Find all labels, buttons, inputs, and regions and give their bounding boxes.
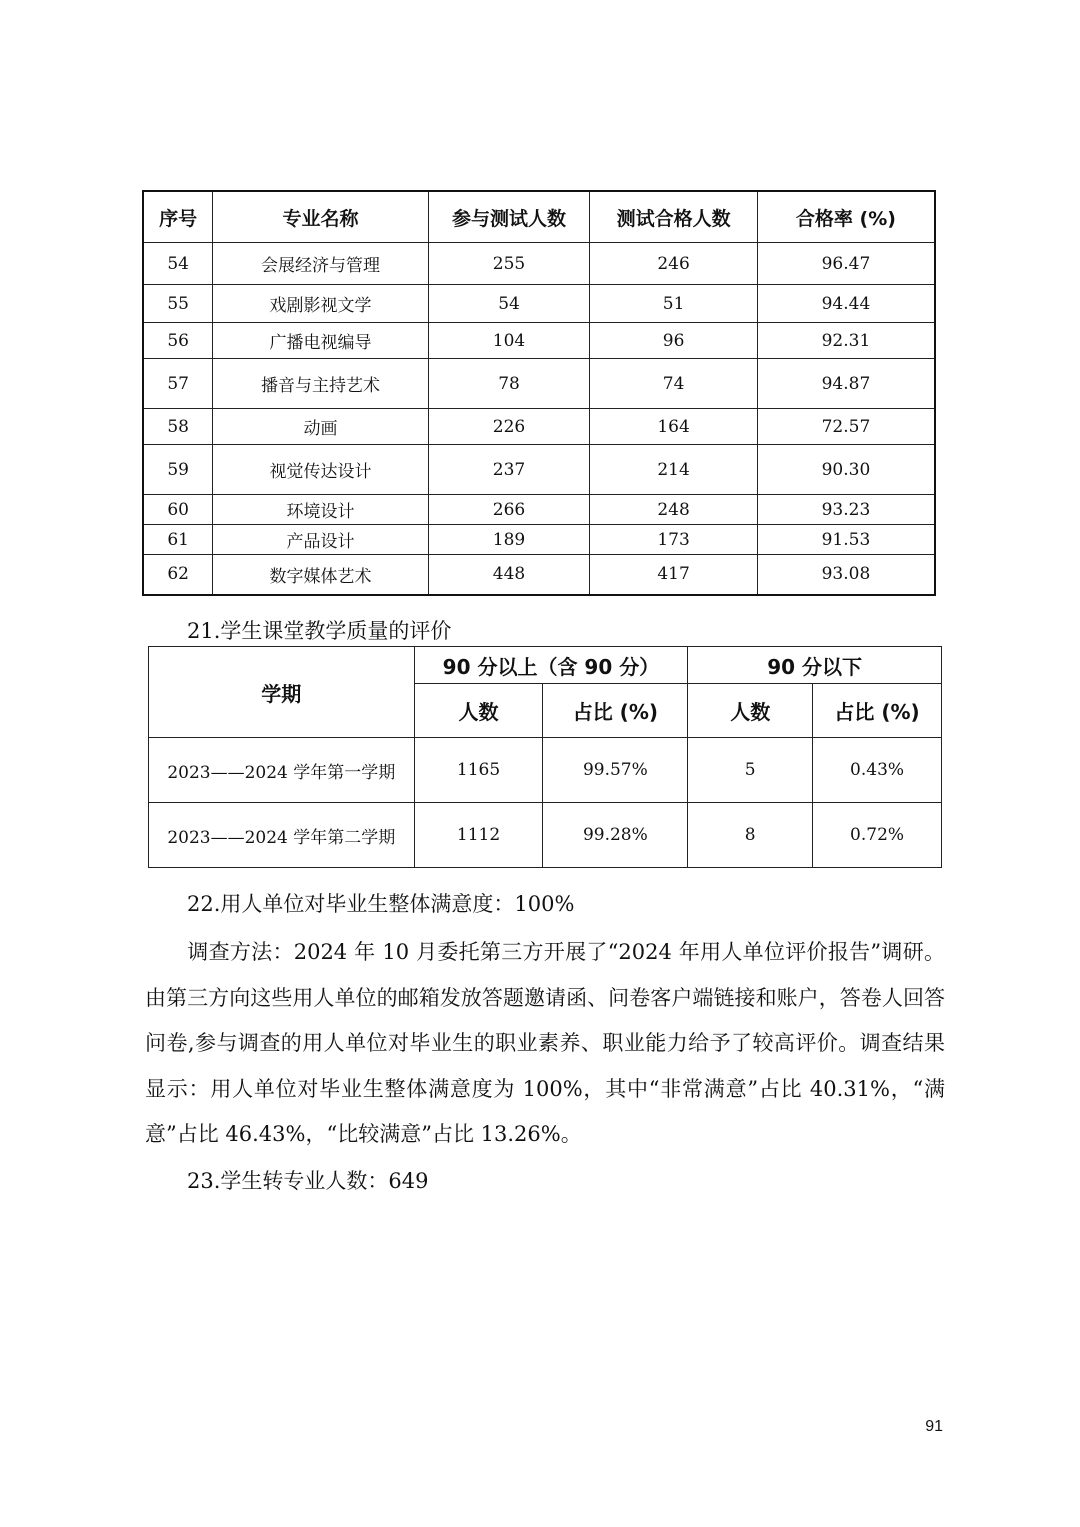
cell-major-name: 环境设计 <box>213 495 428 525</box>
cell-ratio-above: 99.57% <box>543 738 688 803</box>
cell-pass-rate: 72.57 <box>757 409 935 445</box>
major-test-table <box>142 190 936 596</box>
table-row <box>143 445 935 495</box>
cell-major-name: 广播电视编导 <box>213 323 428 359</box>
cell-pass-rate: 90.30 <box>757 445 935 495</box>
cell-pass-rate: 96.47 <box>757 243 935 285</box>
page-number: 91 <box>925 1418 943 1435</box>
cell-major-name: 戏剧影视文学 <box>213 285 428 323</box>
cell-index: 54 <box>143 243 213 285</box>
cell-tested: 78 <box>428 359 590 409</box>
cell-passed: 96 <box>590 323 758 359</box>
cell-pass-rate: 92.31 <box>757 323 935 359</box>
header-count-above: 人数 <box>414 684 543 738</box>
header-ratio-above: 占比 (%) <box>543 684 688 738</box>
cell-pass-rate: 94.87 <box>757 359 935 409</box>
section-22-heading: 22.用人单位对毕业生整体满意度：100% <box>187 892 575 916</box>
cell-pass-rate: 91.53 <box>757 525 935 555</box>
cell-ratio-above: 99.28% <box>543 803 688 868</box>
section-21-heading: 21.学生课堂教学质量的评价 <box>187 619 452 643</box>
cell-passed: 51 <box>590 285 758 323</box>
cell-pass-rate: 93.23 <box>757 495 935 525</box>
cell-count-below: 5 <box>688 738 813 803</box>
table-row <box>143 243 935 285</box>
table-row <box>143 409 935 445</box>
table-row <box>143 323 935 359</box>
cell-semester: 2023——2024 学年第二学期 <box>149 803 415 868</box>
header-ratio-below: 占比 (%) <box>813 684 942 738</box>
survey-method-text: 调查方法：2024 年 10 月委托第三方开展了“2024 年用人单位评价报告”调研。由第三方向这些用人单位的邮箱发放答题邀请函、问卷客户端链接和账户，答卷人回答问卷,参与调查的用人单位对毕业生的职业素养、职业能力给予了较高评价。调查结果显示：用人单位对毕业生整体满意度为 100%，其中“非常满意”占比 40.31%，“满意”占比 46.43%，“比较满意”占比 13.26%。 <box>145 940 945 1146</box>
cell-passed: 417 <box>590 555 758 595</box>
cell-index: 61 <box>143 525 213 555</box>
cell-pass-rate: 93.08 <box>757 555 935 595</box>
table-row <box>143 285 935 323</box>
cell-index: 55 <box>143 285 213 323</box>
cell-major-name: 数字媒体艺术 <box>213 555 428 595</box>
header-tested: 参与测试人数 <box>428 191 590 243</box>
header-90-and-above: 90 分以上（含 90 分） <box>414 647 688 684</box>
header-below-90: 90 分以下 <box>688 647 942 684</box>
table-row <box>143 555 935 595</box>
cell-index: 60 <box>143 495 213 525</box>
cell-ratio-below: 0.72% <box>813 803 942 868</box>
cell-tested: 255 <box>428 243 590 285</box>
cell-pass-rate: 94.44 <box>757 285 935 323</box>
cell-index: 57 <box>143 359 213 409</box>
cell-index: 62 <box>143 555 213 595</box>
cell-tested: 54 <box>428 285 590 323</box>
cell-index: 56 <box>143 323 213 359</box>
cell-passed: 246 <box>590 243 758 285</box>
cell-major-name: 播音与主持艺术 <box>213 359 428 409</box>
cell-passed: 173 <box>590 525 758 555</box>
table-row <box>143 495 935 525</box>
header-count-below: 人数 <box>688 684 813 738</box>
table-row <box>143 525 935 555</box>
cell-tested: 237 <box>428 445 590 495</box>
table-row <box>149 803 942 868</box>
header-index: 序号 <box>143 191 213 243</box>
cell-count-below: 8 <box>688 803 813 868</box>
header-semester: 学期 <box>149 647 415 738</box>
cell-tested: 226 <box>428 409 590 445</box>
cell-count-above: 1112 <box>414 803 543 868</box>
survey-method-paragraph <box>145 930 945 1158</box>
section-23-heading: 23.学生转专业人数：649 <box>187 1169 429 1193</box>
cell-passed: 74 <box>590 359 758 409</box>
cell-passed: 164 <box>590 409 758 445</box>
table-row <box>143 359 935 409</box>
header-passed: 测试合格人数 <box>590 191 758 243</box>
cell-semester: 2023——2024 学年第一学期 <box>149 738 415 803</box>
cell-count-above: 1165 <box>414 738 543 803</box>
cell-index: 59 <box>143 445 213 495</box>
cell-tested: 189 <box>428 525 590 555</box>
cell-tested: 448 <box>428 555 590 595</box>
cell-index: 58 <box>143 409 213 445</box>
cell-major-name: 动画 <box>213 409 428 445</box>
header-major-name: 专业名称 <box>213 191 428 243</box>
table-header-row <box>143 191 935 243</box>
table-header-row <box>149 647 942 684</box>
teaching-quality-table <box>148 646 942 868</box>
cell-ratio-below: 0.43% <box>813 738 942 803</box>
cell-passed: 214 <box>590 445 758 495</box>
cell-major-name: 视觉传达设计 <box>213 445 428 495</box>
table-row <box>149 738 942 803</box>
cell-major-name: 会展经济与管理 <box>213 243 428 285</box>
cell-tested: 266 <box>428 495 590 525</box>
header-pass-rate: 合格率 (%) <box>757 191 935 243</box>
cell-passed: 248 <box>590 495 758 525</box>
cell-major-name: 产品设计 <box>213 525 428 555</box>
cell-tested: 104 <box>428 323 590 359</box>
